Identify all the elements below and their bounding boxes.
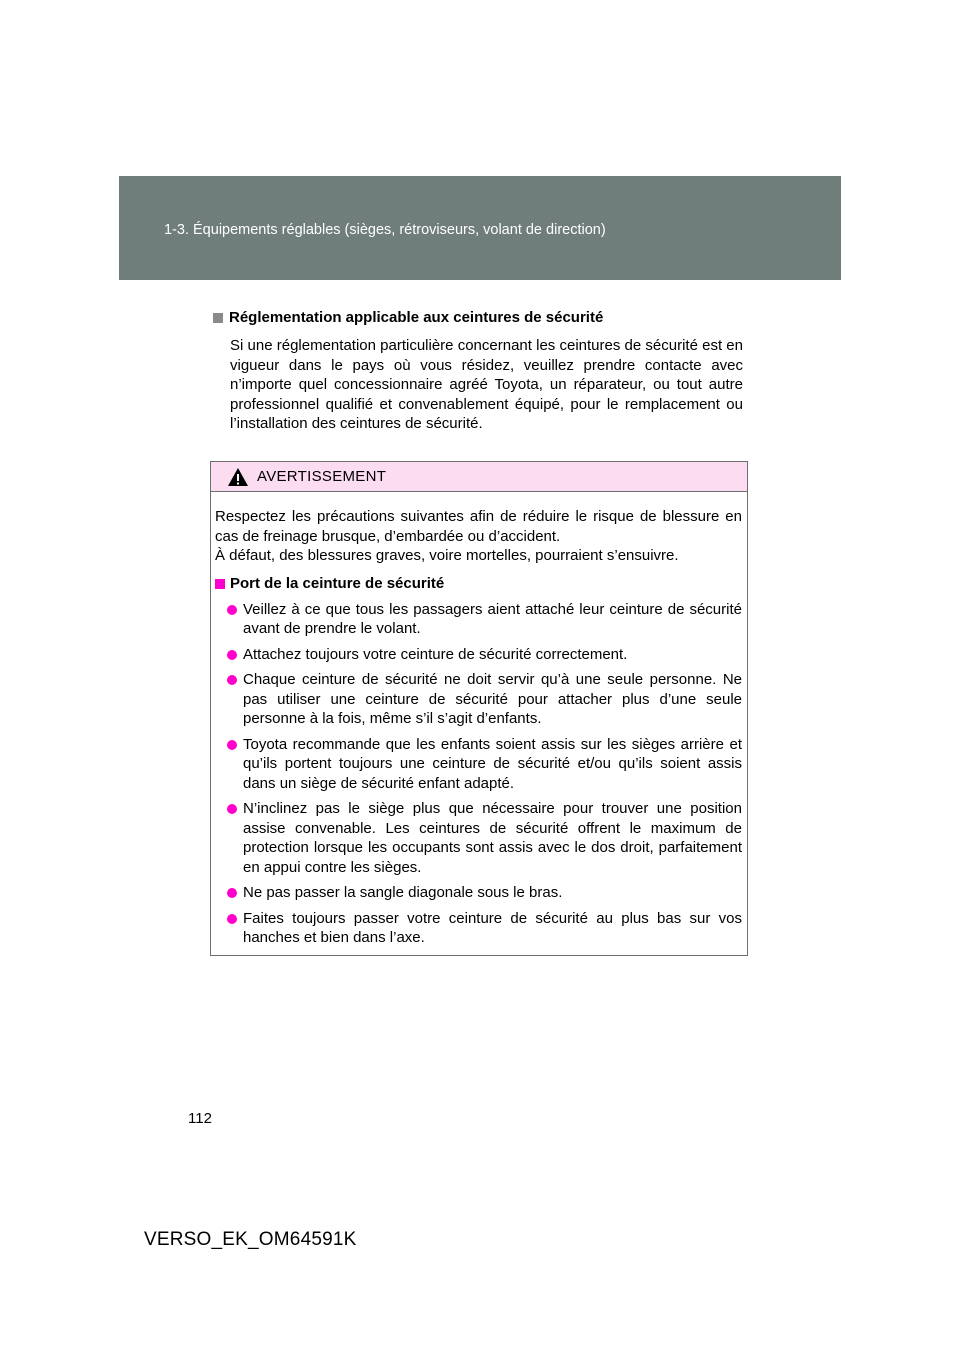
seatbelt-regulation-section <box>213 308 743 434</box>
warning-header <box>211 462 747 492</box>
warning-body <box>211 492 747 948</box>
list-item-text: Chaque ceinture de sécurité ne doit servir qu’à une seule personne. Ne pas utiliser une ceinture de sécurité pour attacher plus d’une seule personne à la fois, même s’il s’agit d’enfants. <box>243 671 742 727</box>
square-bullet-icon <box>215 579 225 589</box>
list-item <box>215 909 742 948</box>
list-item <box>215 670 742 729</box>
warning-box <box>210 461 748 956</box>
list-item-text: Faites toujours passer votre ceinture de sécurité au plus bas sur vos hanches et bien dans l’axe. <box>243 909 742 946</box>
list-item <box>215 735 742 794</box>
bullet-dot-icon <box>227 650 237 660</box>
bullet-dot-icon <box>227 675 237 685</box>
warning-intro <box>215 507 742 566</box>
list-item-text: Attachez toujours votre ceinture de sécurité correctement. <box>243 645 628 663</box>
chapter-title: 1-3. Équipements réglables (sièges, rétroviseurs, volant de direction) <box>164 222 606 238</box>
bullet-dot-icon <box>227 914 237 924</box>
list-item <box>215 799 742 877</box>
warning-intro-line-1: Respectez les précautions suivantes afin de réduire le risque de blessure en cas de freinage brusque, d’embardée ou d’accident. <box>215 508 742 545</box>
list-item-text: Toyota recommande que les enfants soient assis sur les sièges arrière et qu’ils portent toujours une ceinture de sécurité et/ou qu’ils soient assis dans un siège de sécurité enfant adapté. <box>243 735 742 792</box>
list-item-text: Ne pas passer la sangle diagonale sous le bras. <box>243 884 563 901</box>
bullet-dot-icon <box>227 605 237 615</box>
bullet-dot-icon <box>227 888 237 898</box>
warning-triangle-icon <box>227 467 249 487</box>
list-item <box>215 883 742 903</box>
section-body: Si une réglementation particulière concernant les ceintures de sécurité est en vigueur dans le pays où vous résidez, veuillez prendre contacte avec n’importe quel concessionnaire agréé Toyota, un réparateur, ou tout autre professionnel qualifié et convenablement équipé, pour le remplacement ou l’installation des ceintures de sécurité. <box>230 337 743 432</box>
list-item <box>215 600 742 639</box>
warning-subheading <box>215 574 742 594</box>
page-number: 112 <box>188 1110 212 1127</box>
list-item-text: Veillez à ce que tous les passagers aient attaché leur ceinture de sécurité avant de prendre le volant. <box>243 600 742 637</box>
warning-intro-line-2: À défaut, des blessures graves, voire mortelles, pourraient s’ensuivre. <box>215 547 679 564</box>
section-heading-text: Réglementation applicable aux ceintures de sécurité <box>229 309 604 326</box>
warning-bullet-list <box>215 600 742 948</box>
list-item <box>215 645 742 665</box>
document-code: VERSO_EK_OM64591K <box>144 1229 357 1250</box>
list-item-text: N’inclinez pas le siège plus que nécessaire pour trouver une position assise convenable. Les ceintures de sécurité offrent le maximum de protection lorsque les occupants sont assis avec le dos droit, parfaitement en appui contre les sièges. <box>243 800 742 876</box>
warning-subheading-text: Port de la ceinture de sécurité <box>230 574 445 592</box>
bullet-dot-icon <box>227 804 237 814</box>
chapter-header-band <box>119 176 841 280</box>
bullet-dot-icon <box>227 740 237 750</box>
section-heading <box>213 308 743 328</box>
warning-title: AVERTISSEMENT <box>257 467 387 485</box>
square-bullet-icon <box>213 313 223 323</box>
